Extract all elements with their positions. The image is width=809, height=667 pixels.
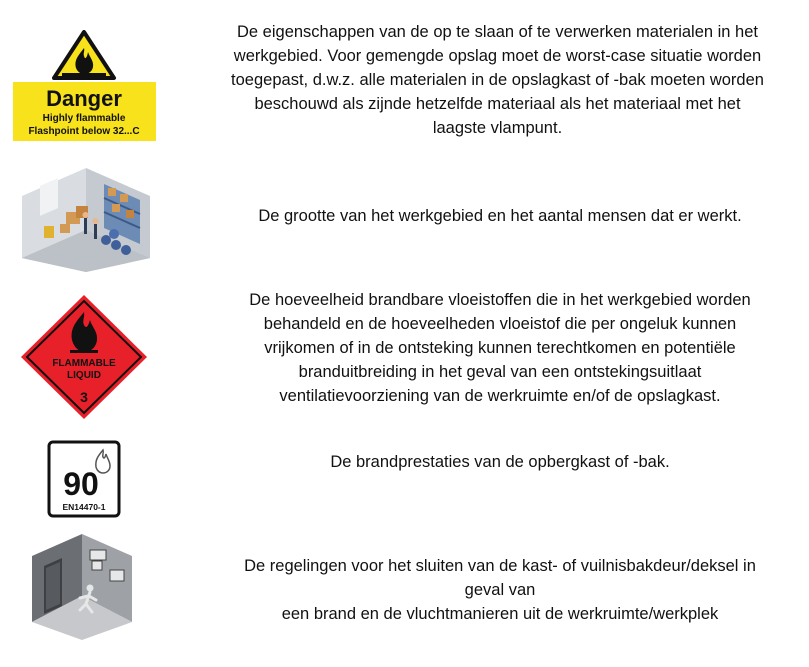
emergency-exit-room-icon [28, 530, 136, 642]
flammable-liquid-diamond-icon [20, 294, 148, 420]
fire-resistance-90-icon [47, 440, 121, 518]
flammable-liquid-line-2: LIQUID [67, 370, 101, 381]
warehouse-room-icon [16, 166, 154, 274]
hazard-class-number: 3 [80, 389, 88, 405]
criteria-text-work-area-size [195, 204, 805, 228]
text-line: laagste vlampunt. [432, 119, 563, 137]
text-line: De regelingen voor het sluiten van de kast- of vuilnisbakdeur/deksel in [244, 557, 756, 575]
danger-flammable-sign-icon [12, 30, 157, 142]
danger-sign-line-2: Flashpoint below 32...C [28, 126, 140, 137]
text-line: branduitbreiding in het geval van een ontstekingsuitlaat [298, 363, 702, 381]
text-line: De brandprestaties van de opbergkast of -bak. [330, 453, 670, 471]
text-line: De eigenschappen van de op te slaan of te verwerken materialen in het [237, 23, 758, 41]
criteria-text-material-properties [190, 20, 805, 140]
danger-sign-heading: Danger [46, 86, 122, 111]
text-line: werkgebied. Voor gemengde opslag moet de worst-case situatie worden [233, 47, 762, 65]
criteria-text-fire-performance [195, 450, 805, 474]
text-line: toegepast, d.w.z. alle materialen in de opslagkast of -bak moeten worden [231, 71, 764, 89]
text-line: een brand en de vluchtmanieren uit de werkruimte/werkplek [281, 605, 719, 623]
flammable-liquid-line-1: FLAMMABLE [52, 358, 116, 369]
text-line: beschouwd als zijnde hetzelfde materiaal als het materiaal met het [254, 95, 741, 113]
text-line: geval van [464, 581, 536, 599]
fire-rating-number: 90 [63, 466, 99, 502]
criteria-text-liquid-quantity [195, 288, 805, 408]
danger-sign-line-1: Highly flammable [42, 113, 126, 124]
text-line: ventilatievoorziening van de werkruimte en/of de opslagkast. [279, 387, 721, 405]
text-line: vrijkomen of in de ontsteking kunnen terechtkomen en potentiële [264, 339, 736, 357]
text-line: De grootte van het werkgebied en het aantal mensen dat er werkt. [258, 207, 742, 225]
text-line: behandeld en de hoeveelheden vloeistof die per ongeluk kunnen [263, 315, 737, 333]
criteria-text-closing-and-escape [195, 554, 805, 626]
fire-rating-standard: EN14470-1 [62, 502, 106, 512]
text-line: De hoeveelheid brandbare vloeistoffen die in het werkgebied worden [249, 291, 751, 309]
